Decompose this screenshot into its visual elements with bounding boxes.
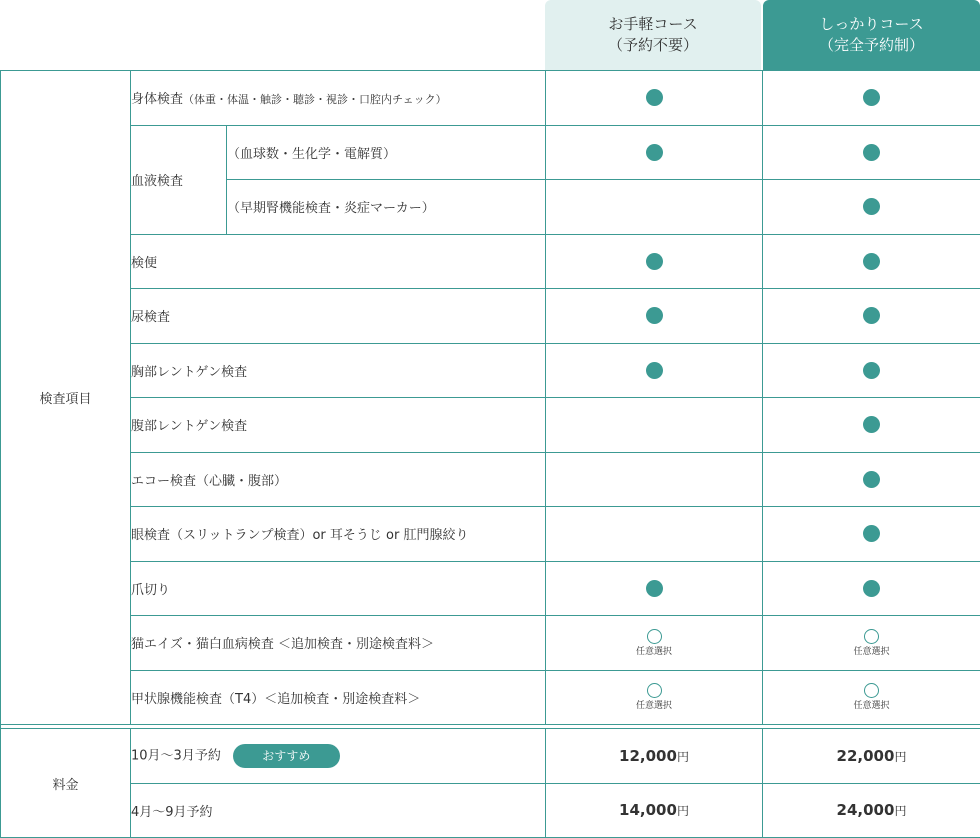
included-dot-icon [863,89,880,106]
mark-cell [546,180,763,235]
included-dot-icon [646,144,663,161]
exam-label: 身体検査 [131,92,183,107]
price-full: 22,000 [837,747,895,765]
optional-label: 任意選択 [636,701,672,711]
included-dot-icon [863,362,880,379]
exam-urine: 尿検査 [131,289,546,344]
optional-label: 任意選択 [853,647,889,657]
price-easy: 14,000 [619,801,677,819]
mark-cell [763,343,980,398]
mark-cell [763,561,980,616]
mark-cell [763,398,980,453]
category-exams: 検査項目 [1,71,131,725]
exam-abdomen-xray: 腹部レントゲン検査 [131,398,546,453]
included-dot-icon [863,307,880,324]
included-dot-icon [863,144,880,161]
table-row [1,125,980,180]
mark-cell [546,670,763,725]
included-dot-icon [863,471,880,488]
mark-cell [763,125,980,180]
included-dot-icon [646,89,663,106]
exam-eye: 眼検査（スリットランプ検査）or 耳そうじ or 肛門腺絞り [131,507,546,562]
course-name-easy: お手軽コース [608,14,697,35]
table-row [1,289,980,344]
exam-blood: 血液検査 [131,125,227,234]
optional-circle-icon [647,629,662,644]
course-header-full [763,0,980,70]
price-cell [546,783,763,838]
mark-cell [763,234,980,289]
exam-blood-sub2: （早期腎機能検査・炎症マーカー） [227,180,546,235]
currency: 円 [677,804,689,818]
mark-cell [763,289,980,344]
included-dot-icon [646,580,663,597]
table-row [1,729,980,784]
mark-cell [763,670,980,725]
mark-cell [763,452,980,507]
exam-nails: 爪切り [131,561,546,616]
exam-fiv: 猫エイズ・猫白血病検査 ＜追加検査・別途検査料＞ [131,616,546,671]
included-dot-icon [863,198,880,215]
mark-cell [763,507,980,562]
price-cell [763,783,980,838]
table-row [1,616,980,671]
currency: 円 [677,750,689,764]
mark-cell [546,452,763,507]
course-name-full: しっかりコース [819,14,923,35]
mark-cell [546,125,763,180]
table-row [1,71,980,126]
price-cell [763,729,980,784]
mark-cell [546,616,763,671]
mark-cell [763,180,980,235]
exam-chest-xray: 胸部レントゲン検査 [131,343,546,398]
included-dot-icon [646,253,663,270]
exam-blood-sub1: （血球数・生化学・電解質） [227,125,546,180]
optional-label: 任意選択 [636,647,672,657]
mark-cell [763,616,980,671]
table-row [1,670,980,725]
course-note-full: （完全予約制） [819,35,924,56]
table-row [1,561,980,616]
optional-label: 任意選択 [853,701,889,711]
category-fees: 料金 [1,729,131,838]
mark-cell [763,71,980,126]
optional-circle-icon [864,629,879,644]
mark-cell [546,561,763,616]
included-dot-icon [646,362,663,379]
included-dot-icon [646,307,663,324]
price-easy: 12,000 [619,747,677,765]
exam-detail: （体重・体温・触診・聴診・視診・口腔内チェック） [183,93,447,106]
table-row [1,398,980,453]
mark-cell [546,71,763,126]
comparison-table [0,70,980,838]
included-dot-icon [863,580,880,597]
recommended-badge: おすすめ [233,744,340,768]
fee-period-label: 10月〜3月予約 [131,748,221,763]
mark-cell [546,398,763,453]
exam-echo: エコー検査（心臓・腹部） [131,452,546,507]
table-row [1,452,980,507]
mark-cell [546,234,763,289]
included-dot-icon [863,416,880,433]
optional-circle-icon [864,683,879,698]
exam-stool: 検便 [131,234,546,289]
included-dot-icon [863,253,880,270]
mark-cell [546,507,763,562]
table-row [1,783,980,838]
included-dot-icon [863,525,880,542]
optional-circle-icon [647,683,662,698]
fee-period2: 4月〜9月予約 [131,783,546,838]
exam-thyroid: 甲状腺機能検査（T4）＜追加検査・別途検査料＞ [131,670,546,725]
table-row [1,507,980,562]
course-header-easy [545,0,761,70]
currency: 円 [894,804,906,818]
table-row [1,234,980,289]
mark-cell [546,343,763,398]
fee-period1 [131,729,546,784]
mark-cell [546,289,763,344]
currency: 円 [894,750,906,764]
price-full: 24,000 [837,801,895,819]
price-cell [546,729,763,784]
table-row [1,343,980,398]
course-note-easy: （予約不要） [608,35,698,56]
exam-physical [131,71,546,126]
